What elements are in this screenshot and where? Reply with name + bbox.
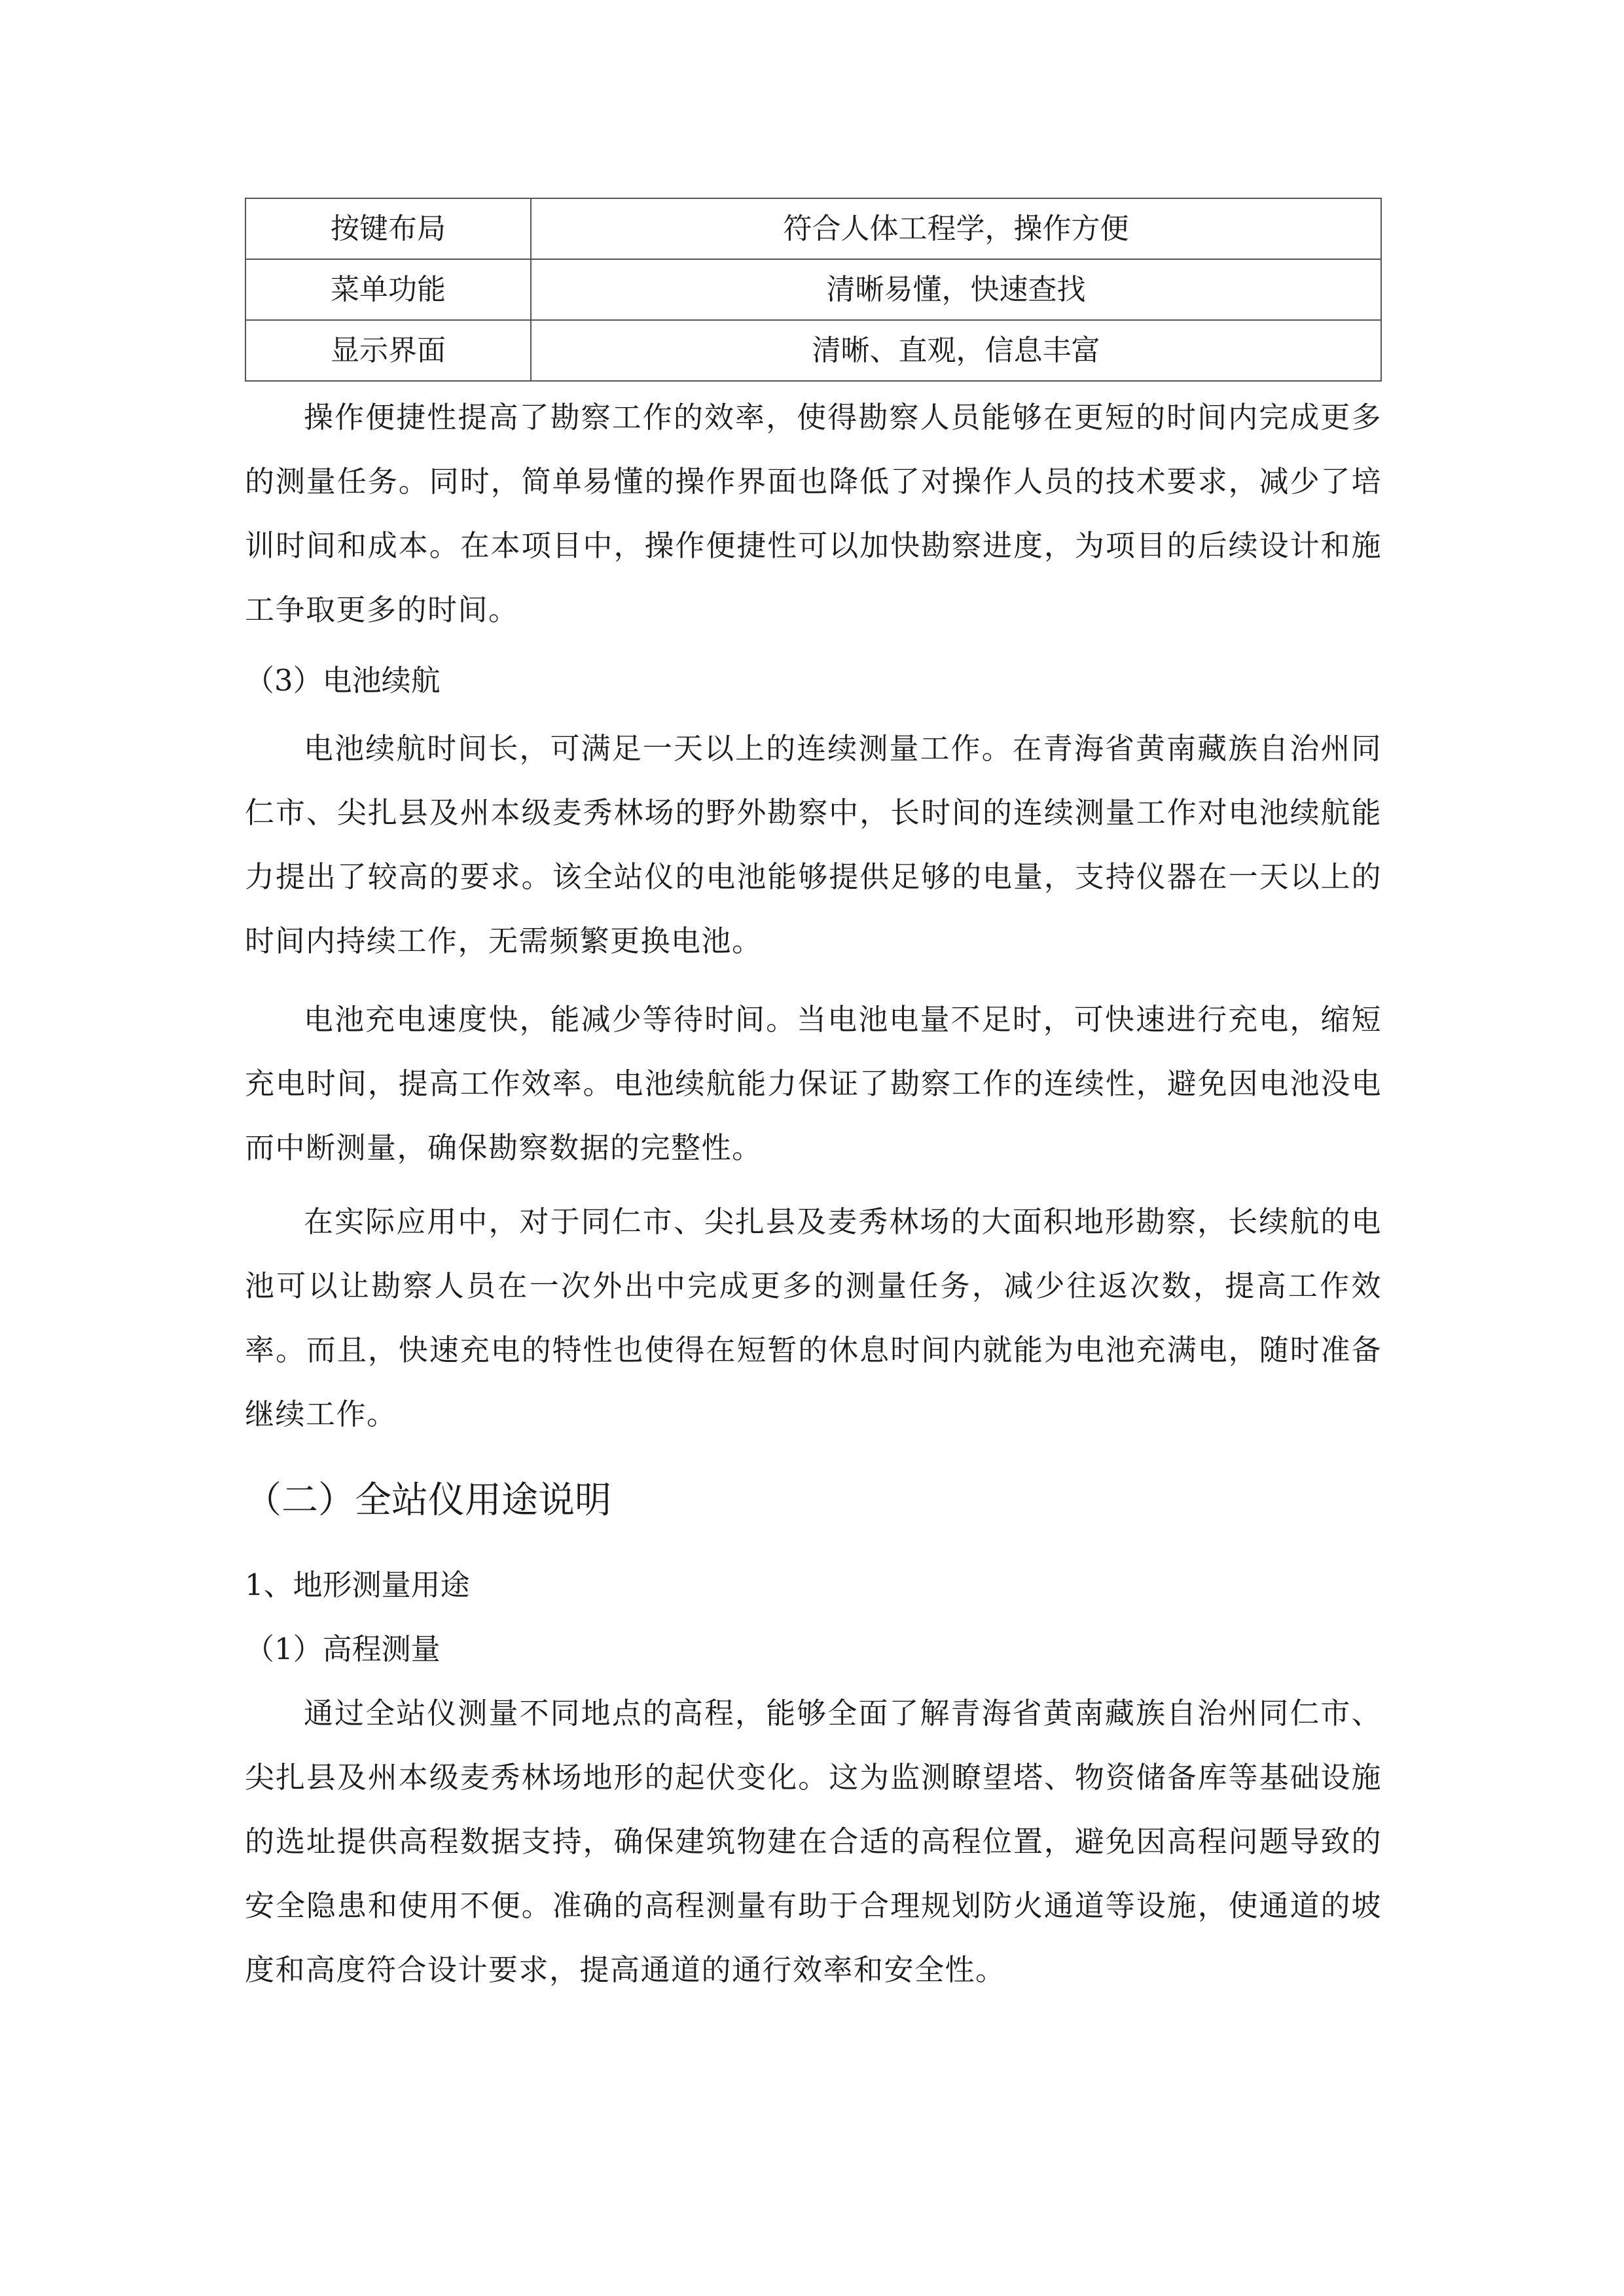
table-row: [245, 259, 1381, 320]
paragraph-battery-application: 在实际应用中，对于同仁市、尖扎县及麦秀林场的大面积地形勘察，长续航的电池可以让勘察人员在一次外出中完成更多的测量任务，减少往返次数，提高工作效率。而且，快速充电的特性也使得在短暂的休息时间内就能为电池充满电，随时准备继续工作。: [245, 1204, 1382, 1431]
table-cell-name: 显示界面: [245, 320, 531, 381]
heading-terrain-survey: 1、地形测量用途: [245, 1568, 470, 1602]
table-row: [245, 320, 1381, 381]
table-row: [245, 198, 1381, 259]
table-cell-desc: 清晰易懂，快速查找: [531, 259, 1381, 320]
paragraph-battery-life: 电池续航时间长，可满足一天以上的连续测量工作。在青海省黄南藏族自治州同仁市、尖扎县及州本级麦秀林场的野外勘察中，长时间的连续测量工作对电池续航能力提出了较高的要求。该全站仪的电池能够提供足够的电量，支持仪器在一天以上的时间内持续工作，无需频繁更换电池。: [245, 731, 1382, 958]
section-heading-usage: （二）全站仪用途说明: [245, 1479, 611, 1522]
paragraph-battery-charging: 电池充电速度快，能减少等待时间。当电池电量不足时，可快速进行充电，缩短充电时间，提高工作效率。电池续航能力保证了勘察工作的连续性，避免因电池没电而中断测量，确保勘察数据的完整性。: [245, 1002, 1382, 1165]
table-cell-name: 菜单功能: [245, 259, 531, 320]
paragraph-elevation: 通过全站仪测量不同地点的高程，能够全面了解青海省黄南藏族自治州同仁市、尖扎县及州本级麦秀林场地形的起伏变化。这为监测瞭望塔、物资储备库等基础设施的选址提供高程数据支持，确保建筑物建在合适的高程位置，避免因高程问题导致的安全隐患和使用不便。准确的高程测量有助于合理规划防火通道等设施，使通道的坡度和高度符合设计要求，提高通道的通行效率和安全性。: [245, 1696, 1382, 1987]
heading-elevation: （1）高程测量: [245, 1632, 441, 1666]
heading-battery: （3）电池续航: [245, 663, 441, 698]
table-cell-name: 按键布局: [245, 198, 531, 259]
table-cell-desc: 符合人体工程学，操作方便: [531, 198, 1381, 259]
paragraph-operation: 操作便捷性提高了勘察工作的效率，使得勘察人员能够在更短的时间内完成更多的测量任务。同时，简单易懂的操作界面也降低了对操作人员的技术要求，减少了培训时间和成本。在本项目中，操作便捷性可以加快勘察进度，为项目的后续设计和施工争取更多的时间。: [245, 400, 1382, 627]
spec-table: [245, 198, 1382, 382]
table-cell-desc: 清晰、直观，信息丰富: [531, 320, 1381, 381]
